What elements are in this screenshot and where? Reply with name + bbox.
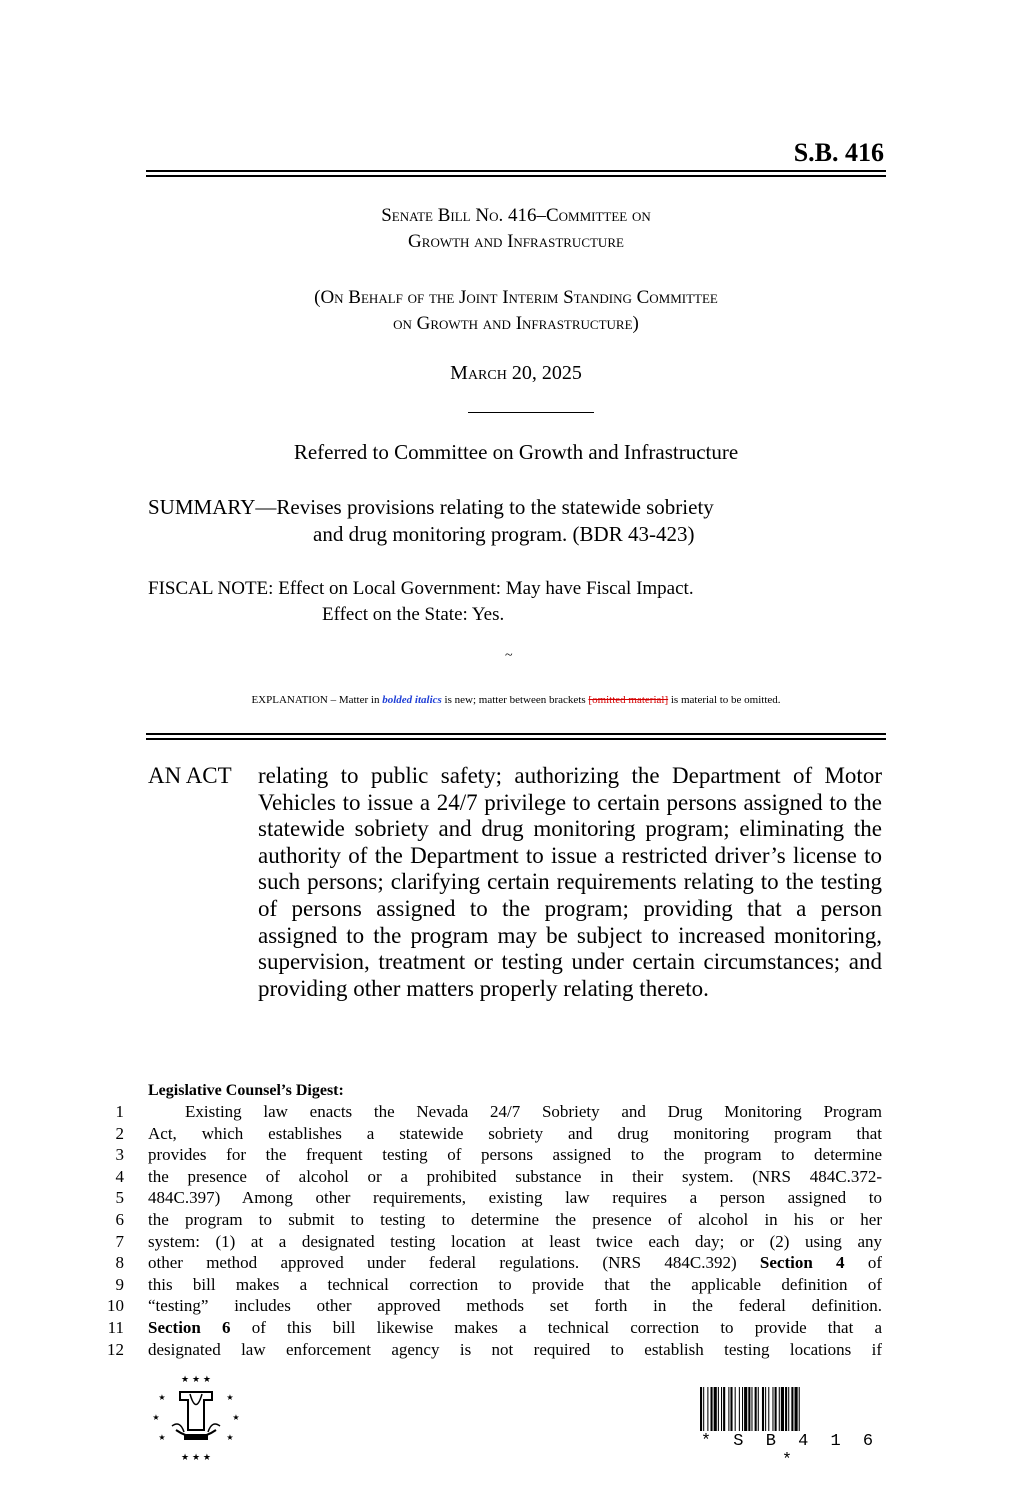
header-rule-top bbox=[146, 170, 886, 172]
act-lead: AN ACT bbox=[148, 763, 232, 788]
fiscal-note-line2: Effect on the State: Yes. bbox=[322, 604, 505, 625]
header-rule-bottom bbox=[146, 175, 886, 177]
section-rule-bottom bbox=[146, 738, 886, 740]
barcode-bar bbox=[781, 1387, 784, 1431]
digest-text-segment: of bbox=[844, 1253, 882, 1273]
section-rule-top bbox=[146, 733, 886, 735]
svg-text:★: ★ bbox=[158, 1393, 166, 1402]
digest-line bbox=[100, 1252, 882, 1274]
tilde-mark: ~ bbox=[505, 648, 513, 663]
line-number: 9 bbox=[115, 1274, 124, 1294]
digest-line bbox=[100, 1339, 882, 1361]
state-seal bbox=[150, 1370, 242, 1462]
act-text: relating to public safety; authorizing the Department of Motor Vehicles to issue a 24/7 privilege to certain persons assigned to the statewide sobriety and drug monitoring program; eliminating the authority of the Department to issue a restricted driver’s license to such persons; clarifying certain requirements relating to the testing of persons assigned to the program; providing that a person assigned to the program may be subject to increased monitoring, supervision, treatment or testing under certain circumstances; and providing other matters properly relating thereto. bbox=[258, 763, 882, 1001]
barcode-text: * S B 4 1 6 * bbox=[700, 1432, 880, 1470]
barcode-bar bbox=[728, 1387, 729, 1431]
explanation-suffix: is material to be omitted. bbox=[668, 694, 781, 706]
digest-line-text: Act, which establishes a statewide sobriety and drug monitoring program that bbox=[148, 1123, 882, 1143]
barcode-bar bbox=[748, 1387, 750, 1431]
bill-number: S.B. 416 bbox=[793, 138, 884, 167]
barcode-bar bbox=[791, 1387, 793, 1431]
barcode-bar bbox=[744, 1387, 747, 1431]
barcode-bar bbox=[779, 1387, 780, 1431]
digest-line-text: this bill makes a technical correction to provide that the applicable definition of bbox=[148, 1274, 882, 1294]
digest-line bbox=[100, 1295, 882, 1317]
svg-text:★: ★ bbox=[152, 1413, 160, 1422]
digest-line bbox=[100, 1101, 882, 1123]
digest-text-segment: of this bill likewise makes a technical correction to provide that a bbox=[230, 1317, 882, 1337]
svg-text:★: ★ bbox=[226, 1393, 234, 1402]
barcode-bar bbox=[711, 1387, 713, 1431]
explanation-note bbox=[146, 694, 886, 706]
barcode-bar bbox=[700, 1387, 702, 1431]
digest-heading: Legislative Counsel’s Digest: bbox=[148, 1082, 344, 1099]
line-number: 10 bbox=[107, 1296, 124, 1316]
digest-text-segment: other method approved under federal regulations. (NRS 484C.392) bbox=[148, 1253, 760, 1273]
bill-title-line1: Senate Bill No. 416–Committee on bbox=[381, 205, 651, 226]
barcode bbox=[700, 1387, 880, 1431]
digest-line bbox=[100, 1123, 882, 1145]
line-number: 7 bbox=[115, 1231, 124, 1251]
line-number: 12 bbox=[107, 1339, 124, 1359]
barcode-bar bbox=[703, 1387, 704, 1431]
explanation-prefix: EXPLANATION – Matter in bbox=[251, 694, 383, 706]
digest-line-text: provides for the frequent testing of persons assigned to the program to determine bbox=[148, 1145, 882, 1165]
svg-text:★: ★ bbox=[158, 1433, 166, 1442]
digest-line-text: 484C.397) Among other requirements, existing law requires a person assigned to bbox=[148, 1188, 882, 1208]
barcode-bar bbox=[762, 1387, 764, 1431]
explanation-omitted-text: [omitted material] bbox=[588, 694, 669, 706]
line-number: 11 bbox=[107, 1317, 124, 1337]
barcode-bar bbox=[755, 1387, 757, 1431]
svg-text:★ ★ ★: ★ ★ ★ bbox=[181, 1375, 211, 1385]
summary bbox=[148, 494, 888, 548]
line-number: 6 bbox=[115, 1209, 124, 1229]
on-behalf-of bbox=[146, 285, 886, 337]
line-number: 8 bbox=[115, 1253, 124, 1273]
digest-line bbox=[100, 1166, 882, 1188]
barcode-bar bbox=[785, 1387, 787, 1431]
digest-line-text: Existing law enacts the Nevada 24/7 Sobriety and Drug Monitoring Program bbox=[185, 1102, 882, 1121]
line-number: 5 bbox=[115, 1188, 124, 1208]
digest-body bbox=[100, 1101, 882, 1360]
referral-line: Referred to Committee on Growth and Infrastructure bbox=[293, 440, 739, 464]
on-behalf-line2: on Growth and Infrastructure) bbox=[393, 313, 639, 334]
section-reference: Section 4 bbox=[759, 1253, 845, 1273]
digest-line-text bbox=[148, 1317, 882, 1339]
barcode-bar bbox=[765, 1387, 766, 1431]
bill-title bbox=[146, 203, 886, 255]
barcode-bar bbox=[795, 1387, 798, 1431]
barcode-bar bbox=[742, 1387, 743, 1431]
explanation-middle: is new; matter between brackets bbox=[441, 694, 589, 706]
barcode-bar bbox=[718, 1387, 719, 1431]
digest-line bbox=[100, 1317, 882, 1339]
barcode-bar bbox=[735, 1387, 736, 1431]
barcode-bar bbox=[723, 1387, 725, 1431]
svg-text:★ ★ ★: ★ ★ ★ bbox=[181, 1453, 211, 1462]
barcode-bar bbox=[730, 1387, 732, 1431]
barcode-bar bbox=[721, 1387, 722, 1431]
digest-line-text bbox=[148, 1252, 882, 1274]
barcode-bar bbox=[775, 1387, 777, 1431]
barcode-bar bbox=[788, 1387, 789, 1431]
barcode-bar bbox=[758, 1387, 759, 1431]
section-reference: Section 6 bbox=[148, 1317, 231, 1337]
on-behalf-line1: (On Behalf of the Joint Interim Standing Committee bbox=[314, 287, 718, 308]
barcode-bar bbox=[799, 1387, 800, 1431]
digest-line bbox=[100, 1231, 882, 1253]
digest-line-text: “testing” includes other approved methods set forth in the federal definition. bbox=[148, 1296, 882, 1316]
barcode-bar bbox=[768, 1387, 769, 1431]
digest-line-text: the presence of alcohol or a prohibited substance in their system. (NRS 484C.372- bbox=[148, 1166, 882, 1186]
digest-line bbox=[100, 1144, 882, 1166]
digest-line bbox=[100, 1209, 882, 1231]
line-number: 1 bbox=[115, 1102, 124, 1121]
digest-line-text: designated law enforcement agency is not required to establish testing locations if bbox=[148, 1339, 882, 1359]
bill-date: March 20, 2025 bbox=[450, 362, 582, 384]
fiscal-note bbox=[148, 576, 888, 628]
explanation-new-text: bolded italics bbox=[382, 694, 442, 706]
fiscal-note-line1: FISCAL NOTE: Effect on Local Government: May have Fiscal Impact. bbox=[148, 578, 694, 599]
digest-line bbox=[100, 1274, 882, 1296]
date-divider bbox=[468, 412, 594, 413]
barcode-bar bbox=[714, 1387, 717, 1431]
line-number: 3 bbox=[115, 1145, 124, 1165]
summary-line2: and drug monitoring program. (BDR 43-423) bbox=[313, 522, 695, 546]
digest-line-text: the program to submit to testing to determine the presence of alcohol in his or her bbox=[148, 1209, 882, 1229]
digest-line-text: system: (1) at a designated testing location at least twice each day; or (2) using any bbox=[148, 1231, 882, 1251]
barcode-bar bbox=[739, 1387, 740, 1431]
line-number: 2 bbox=[115, 1123, 124, 1143]
digest-line bbox=[100, 1187, 882, 1209]
act-description bbox=[148, 763, 882, 1002]
barcode-bar bbox=[707, 1387, 708, 1431]
svg-text:★: ★ bbox=[232, 1413, 240, 1422]
line-number: 4 bbox=[115, 1166, 124, 1186]
summary-line1: SUMMARY—Revises provisions relating to the statewide sobriety bbox=[148, 495, 714, 519]
svg-text:★: ★ bbox=[226, 1433, 234, 1442]
barcode-bar bbox=[772, 1387, 773, 1431]
bill-title-line2: Growth and Infrastructure bbox=[408, 231, 624, 252]
barcode-bar bbox=[751, 1387, 752, 1431]
